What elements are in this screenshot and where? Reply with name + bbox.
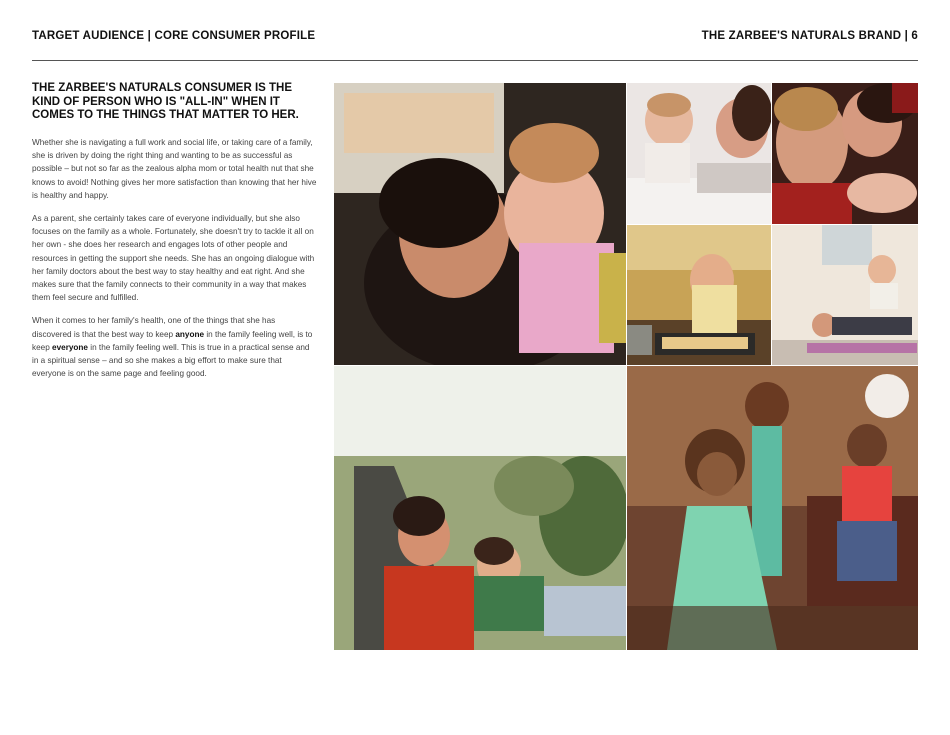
mother-toddler-photo <box>772 83 918 224</box>
yoga-family-photo <box>772 225 918 365</box>
brand-page-number: THE ZARBEE'S NATURALS BRAND | 6 <box>701 30 918 42</box>
paragraph-3: When it comes to her family's health, one of the things that she has discovered is that the best way to keep anyone in the family feeling well, is to keep everyone in the family feeling well. This is true in a practical sense and in a spiritual sense – and so she makes a big effort to make sure that everyone is on the same page and feeling good. <box>32 316 313 379</box>
lede-heading: THE ZARBEE'S NATURALS CONSUMER IS THE KIND OF PERSON WHO IS "ALL-IN" WHEN IT COMES TO THE THINGS THAT MATTER TO HER. <box>32 82 299 121</box>
mother-baby-bed-photo <box>627 83 771 224</box>
emphasis-anyone: anyone <box>175 329 205 339</box>
section-title: TARGET AUDIENCE | CORE CONSUMER PROFILE <box>32 30 316 42</box>
emphasis-everyone: everyone <box>52 342 88 352</box>
outdoor-hammock-photo <box>334 366 626 650</box>
header-divider <box>32 60 918 61</box>
kitchen-cooking-photo <box>627 225 771 365</box>
body-text <box>32 136 317 390</box>
dancing-girls-photo <box>627 366 918 650</box>
mother-and-baby-photo <box>334 83 626 365</box>
paragraph-1: Whether she is navigating a full work and social life, or taking care of a family, she is driven by doing the right thing and wanting to be as successful as possible – but not so far as the zealous alpha mom or total health nut that she knows to avoid! Nothing gives her more satisfaction than knowing that her hive is healthy and happy. <box>32 138 317 200</box>
paragraph-2: As a parent, she certainly takes care of everyone individually, but she also focuses on the family as a whole. Fortunately, she doesn't try to tackle it all on her own - she does her research and engages lots of other people and resources in getting the support she needs. She has an ongoing dialogue with her family doctors about the best way to stay healthy and eat right. And she makes sure that the family connects to their community in a way that makes them feel secure and fulfilled. <box>32 214 315 303</box>
